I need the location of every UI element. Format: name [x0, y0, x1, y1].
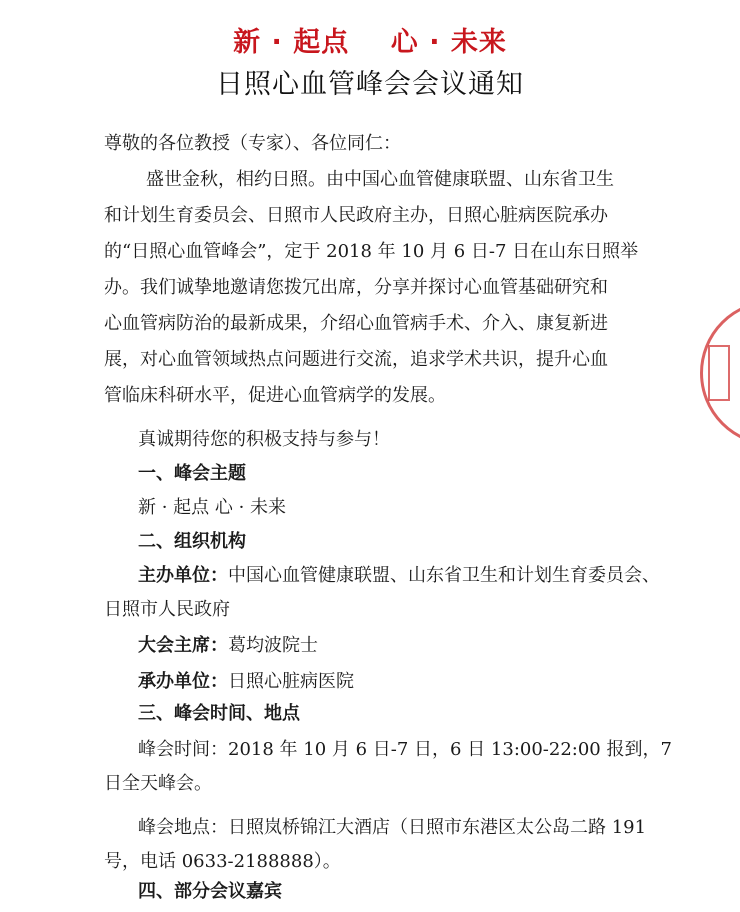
intro-line: 管临床科研水平，促进心血管病学的发展。 — [104, 385, 446, 406]
section-heading-theme: 一、峰会主题 — [138, 463, 246, 484]
intro-line: 盛世金秋，相约日照。由中国心血管健康联盟、山东省卫生 — [146, 169, 614, 190]
organizer-label: 承办单位： — [138, 671, 228, 692]
intro-line: 的“日照心血管峰会”，定于 2018 年 10 月 6 日-7 日在山东日照举 — [104, 241, 639, 262]
host-value: 中国心血管健康联盟、山东省卫生和计划生育委员会、 — [228, 565, 660, 586]
slogan-heading: 新 · 起点 心 · 未来 — [233, 27, 507, 58]
place-line-continued: 号，电话 0633-2188888）。 — [104, 851, 341, 872]
place-line: 峰会地点：日照岚桥锦江大酒店（日照市东港区太公岛二路 191 — [138, 817, 647, 838]
time-line-continued: 日全天峰会。 — [104, 773, 212, 794]
host-value-continued: 日照市人民政府 — [104, 599, 230, 620]
chair-label: 大会主席： — [138, 635, 228, 656]
section-heading-organization: 二、组织机构 — [138, 531, 246, 552]
intro-line: 心血管病防治的最新成果，介绍心血管病手术、介入、康复新进 — [104, 313, 608, 334]
intro-line: 展，对心血管领域热点问题进行交流，追求学术共识，提升心血 — [104, 349, 608, 370]
host-label: 主办单位： — [138, 565, 228, 586]
time-line: 峰会时间：2018 年 10 月 6 日-7 日，6 日 13:00-22:00 报到，7 — [138, 739, 672, 760]
organizer-value: 日照心脏病医院 — [228, 671, 354, 692]
notice-title: 日照心血管峰会会议通知 — [216, 69, 524, 100]
section-heading-guests: 四、部分会议嘉宾 — [138, 881, 282, 902]
section-heading-time-place: 三、峰会时间、地点 — [138, 703, 300, 724]
chair-value: 葛均波院士 — [228, 635, 318, 656]
intro-line: 办。我们诚挚地邀请您拨冗出席，分享并探讨心血管基础研究和 — [104, 277, 608, 298]
chair-row — [138, 626, 318, 666]
theme-text: 新 · 起点 心 · 未来 — [138, 497, 287, 518]
closing-line: 真诚期待您的积极支持与参与！ — [138, 429, 390, 450]
salutation: 尊敬的各位教授（专家）、各位同仁： — [104, 133, 401, 154]
official-seal-mark — [708, 345, 730, 401]
intro-line: 和计划生育委员会、日照市人民政府主办，日照心脏病医院承办 — [104, 205, 608, 226]
